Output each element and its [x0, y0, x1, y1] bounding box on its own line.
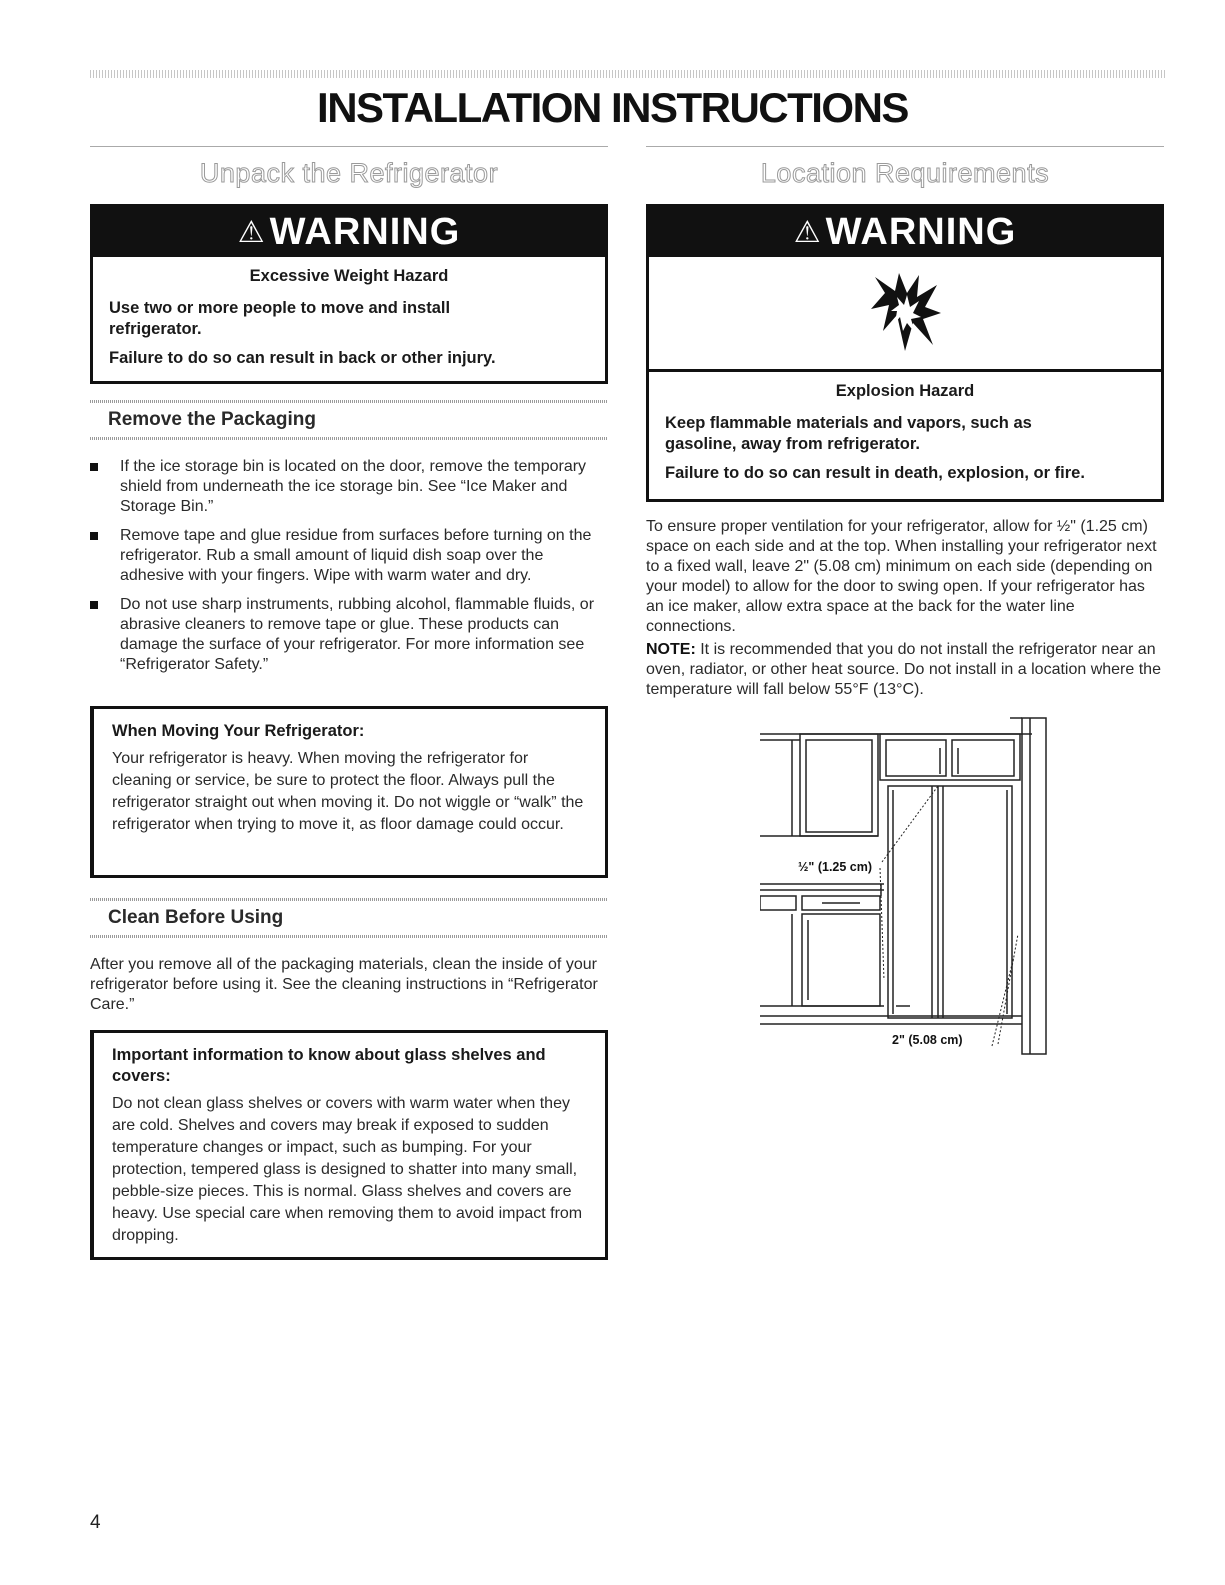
- section-title-unpack: Unpack the Refrigerator: [199, 158, 499, 188]
- list-item: If the ice storage bin is located on the door, remove the temporary shield from underneath the ice storage bin. See “Ice Maker and Storage Bin.”: [90, 457, 608, 517]
- explosion-icon: [867, 271, 943, 355]
- moving-heading: When Moving Your Refrigerator:: [112, 722, 365, 740]
- subhead-remove-packaging: [90, 400, 608, 440]
- subhead-label: Clean Before Using: [108, 907, 284, 928]
- warning-box-weight: [90, 204, 608, 384]
- top-dotted-rule: [90, 70, 1165, 78]
- explosion-symbol-panel: [649, 257, 1161, 372]
- warning-line-1: Keep flammable materials and vapors, such as gasoline, away from refrigerator.: [665, 414, 1032, 453]
- note-text: It is recommended that you do not install the refrigerator near an oven, radiator, or other heat source. Do not install in a location where the temperature will fall below 55°F (13°C).: [646, 641, 1161, 698]
- refrigerator-clearance-diagram: [760, 690, 1060, 1060]
- warning-line-1: Use two or more people to move and install refrigerator.: [109, 299, 451, 338]
- warning-line-2: Failure to do so can result in back or other injury.: [109, 349, 496, 367]
- divider: [646, 146, 1164, 147]
- warning-label: WARNING: [269, 210, 461, 253]
- section-title-location: Location Requirements: [760, 158, 1050, 188]
- page-title: INSTALLATION INSTRUCTIONS: [317, 84, 908, 131]
- list-item: Do not use sharp instruments, rubbing alcohol, flammable fluids, or abrasive cleaners to remove tape or glue. These products can damage the surface of your refrigerator. For more information see “Refrigerator Safety.”: [90, 595, 608, 675]
- warning-label: WARNING: [825, 210, 1017, 253]
- subhead-label: Remove the Packaging: [108, 409, 317, 430]
- clearance-label-top: ½" (1.25 cm): [798, 860, 873, 874]
- warning-line-2: Failure to do so can result in death, explosion, or fire.: [665, 464, 1085, 482]
- glass-body: Do not clean glass shelves or covers with warm water when they are cold. Shelves and covers may break if exposed to sudden temperature changes or impact, such as bumping. For your protection, tempered glass is designed to shatter into many small, pebble-size pieces. This is normal. Glass shelves and covers are heavy. Use special care when removing them to avoid impact from dropping.: [112, 1095, 583, 1244]
- hazard-title: Excessive Weight Hazard: [249, 267, 449, 285]
- warning-triangle-icon: ⚠: [237, 215, 266, 249]
- list-item: Remove tape and glue residue from surfaces before turning on the refrigerator. Rub a small amount of liquid dish soap over the adhesive with your fingers. Wipe with warm water and dry.: [90, 526, 608, 586]
- page-number: 4: [90, 1512, 101, 1533]
- glass-heading: Important information to know about glass shelves and covers:: [112, 1046, 546, 1085]
- hazard-title: Explosion Hazard: [835, 382, 975, 400]
- warning-header: [649, 207, 1161, 257]
- warning-box-explosion: [646, 204, 1164, 502]
- ventilation-paragraph: To ensure proper ventilation for your refrigerator, allow for ½" (1.25 cm) space on each side and at the top. When installing your refrigerator next to a fixed wall, leave 2" (5.08 cm) minimum on each side (depending on your model) to allow for the door to swing open. If your refrigerator has an ice maker, allow extra space at the back for the water line connections.: [646, 518, 1157, 635]
- warning-header: [93, 207, 605, 257]
- divider: [90, 146, 608, 147]
- moving-body: Your refrigerator is heavy. When moving the refrigerator for cleaning or service, be sure to protect the floor. Always pull the refrigerator straight out when moving it. Do not wiggle or “walk” the refrigerator when trying to move it, as floor damage could occur.: [112, 750, 584, 833]
- note-label: NOTE:: [646, 641, 696, 658]
- glass-info-box: [90, 1030, 608, 1260]
- subhead-clean: [90, 898, 608, 938]
- packaging-bullet-list: [90, 457, 608, 684]
- clean-paragraph: After you remove all of the packaging materials, clean the inside of your refrigerator before using it. See the cleaning instructions in “Refrigerator Care.”: [90, 956, 598, 1013]
- clearance-label-bottom: 2" (5.08 cm): [892, 1033, 963, 1047]
- moving-info-box: [90, 706, 608, 878]
- warning-triangle-icon: ⚠: [793, 215, 822, 249]
